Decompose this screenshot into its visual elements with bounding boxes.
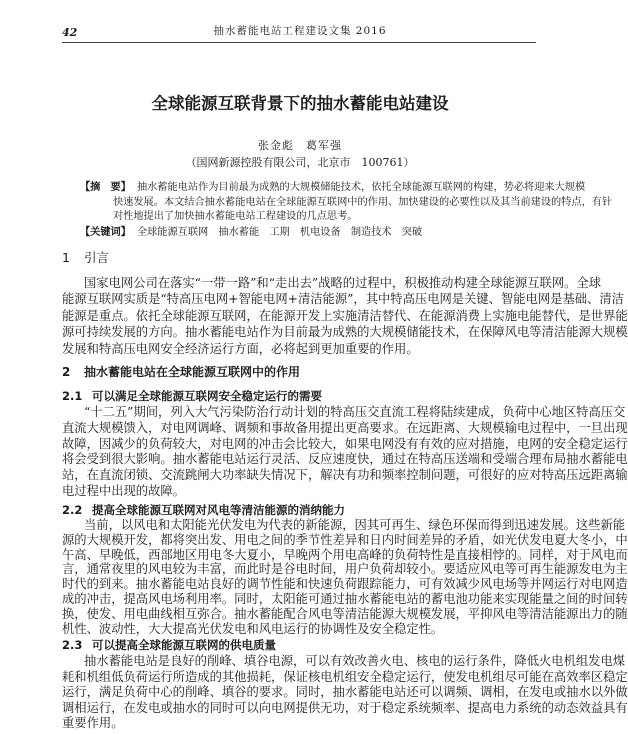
keywords-text: 全球能源互联网 抽水蓄能 工期 机电设备 制造技术 突破: [136, 226, 423, 238]
section-number: 2: [62, 365, 71, 379]
paper-title: 全球能源互联背景下的抽水蓄能电站建设: [151, 94, 449, 113]
page-number: 42: [62, 26, 78, 39]
abstract-line: 对性地提出了加快抽水蓄能电站工程建设的几点思考。: [113, 211, 358, 223]
paragraph-line: 源可持续发展的方向。抽水蓄能电站作为目前最为成熟的大规模储能技术，在保障风电等清洁能源大规模: [62, 325, 628, 340]
paragraph-line: 午高、早晚低，西部地区用电冬大夏小，早晚两个用电高峰的负荷特性是直接相悖的。同样，对于风电而: [62, 547, 628, 562]
authors: 张金彪 葛军强: [258, 139, 342, 152]
paragraph-line: 故障，因减少的负荷较大，对电网的冲击会比较大，如果电网没有有效的应对措施，电网的安全稳定运行: [62, 436, 628, 451]
paragraph-line: 站，在直流闭锁、交流跳闸大功率缺失情况下，解决有功和频率控制问题，可很好的应对特高压远距离输: [62, 468, 628, 483]
paragraph-line: 耗和机组低负荷运行所造成的其他损耗，保证核电机组安全稳定运行，使发电机组尽可能在高效率区稳定: [62, 669, 628, 684]
section-number: 2.1: [62, 389, 83, 403]
section-2-2-paragraph: [62, 518, 628, 636]
section-2-3-paragraph: [62, 654, 628, 732]
paragraph-line: 抽水蓄能电站是良好的削峰、填谷电源，可以有效改善火电、核电的运行条件，降低火电机组发电煤: [84, 654, 626, 668]
paragraph-line: 运行，满足负荷中心的削峰、填谷的要求。同时，抽水蓄能电站还可以调频、调相，在发电或抽水以外做: [62, 685, 628, 700]
section-number: 2.2: [62, 503, 83, 517]
section-heading-2-1: [62, 389, 322, 403]
section-2-1-paragraph: [62, 405, 628, 500]
abstract-line: 快速发展。本文结合抽水蓄能电站在全球能源互联网中的作用、加快建设的必要性以及其当前建设的特点，有针: [113, 196, 613, 208]
paragraph-line: 重要作用。: [62, 716, 124, 731]
paragraph-line: 调相运行，在发电或抽水的同时可以向电网提供无功，对于稳定系统频率、提高电力系统的动态效益具有: [62, 700, 628, 715]
section-title: 抽水蓄能电站在全球能源互联网中的作用: [84, 365, 301, 379]
section-heading-2-3: [62, 638, 276, 652]
paragraph-line: 电过程中出现的故障。: [62, 483, 185, 498]
section-number: 1: [62, 250, 70, 265]
section-title: 提高全球能源互联网对风电等清洁能源的消纳能力: [92, 503, 345, 517]
abstract-text: 抽水蓄能电站作为目前最为成熟的大规模储能技术，依托全球能源互联网的构建，势必将迎来大规模: [136, 182, 586, 193]
running-title: 抽水蓄能电站工程建设文集 2016: [213, 25, 387, 37]
paragraph-line: 直流大规模馈入，对电网调峰、调频和事故备用提出更高要求。在远距离、大规模输电过程中，一旦出现: [62, 420, 628, 435]
header-rule: [62, 42, 536, 43]
paragraph-line: 言，通常夜里的风电较为丰富，而此时是谷电时间，用户负荷却较小。要适应风电等可再生能源发电为主: [62, 562, 628, 577]
keywords: [80, 225, 520, 241]
section-heading-1: [62, 250, 109, 265]
paragraph-line: 源的大规模开发，都将突出发、用电之间的季节性差异和日内时间差异的矛盾，如光伏发电夏大冬小，中: [62, 532, 628, 547]
abstract-line: [80, 180, 586, 196]
abstract: [80, 180, 613, 240]
paragraph-line: 成的冲击，提高风电场利用率。同时，太阳能可通过抽水蓄能电站的蓄电池功能来实现能量之间的时间转: [62, 591, 628, 606]
section-title: 引言: [84, 250, 110, 265]
section-heading-2-2: [62, 503, 345, 517]
section-heading-2: [62, 365, 300, 379]
paragraph-line: 能源互联网实质是“特高压电网+智能电网+清洁能源”，其中特高压电网是关键、智能电网是基础、清洁: [62, 292, 624, 307]
keywords-label: 【关键词】: [80, 225, 131, 238]
paragraph-line: 换，使发、用电曲线相互弥合。抽水蓄能配合风电等清洁能源大规模发展，平抑风电等清洁能源出力的随: [62, 606, 628, 621]
abstract-label: 【摘 要】: [80, 181, 131, 193]
paragraph-line: 将会受到很大影响。抽水蓄能电站运行灵活、反应速度快，通过在特高压送端和受端合理布局抽水蓄能电: [62, 452, 628, 467]
paragraph-line: “十二五”期间，列入大气污染防治行动计划的特高压交直流工程将陆续建成，负荷中心地区特高压交: [84, 405, 626, 419]
paragraph-line: 机性、波动性，大大提高光伏发电和风电运行的协调性及安全稳定性。: [62, 621, 444, 636]
section-1-paragraph: [62, 275, 628, 357]
affiliation: （国网新源控股有限公司，北京市 100761）: [185, 156, 415, 169]
paragraph-line: 时代的到来。抽水蓄能电站良好的调节性能和快速负荷跟踪能力，可有效减少风电场等并网运行对电网造: [62, 577, 628, 592]
paragraph-line: 国家电网公司在落实“一带一路”和“走出去”战略的过程中，积极推动构建全球能源互联网。全球: [84, 276, 602, 290]
paragraph-line: 能源是重点。依托全球能源互联网，在能源开发上实施清洁替代、在能源消费上实施电能替代，是世界能: [62, 308, 628, 323]
paragraph-line: 当前，以风电和太阳能光伏发电为代表的新能源，因其可再生、绿色环保而得到迅速发展。这些新能: [84, 518, 626, 532]
section-title: 可以提高全球能源互联网的供电质量: [92, 638, 276, 652]
paragraph-line: 发展和特高压电网安全经济运行方面，必将起到更加重要的作用。: [62, 341, 419, 356]
section-title: 可以满足全球能源互联网安全稳定运行的需要: [92, 389, 322, 403]
section-number: 2.3: [62, 638, 83, 652]
